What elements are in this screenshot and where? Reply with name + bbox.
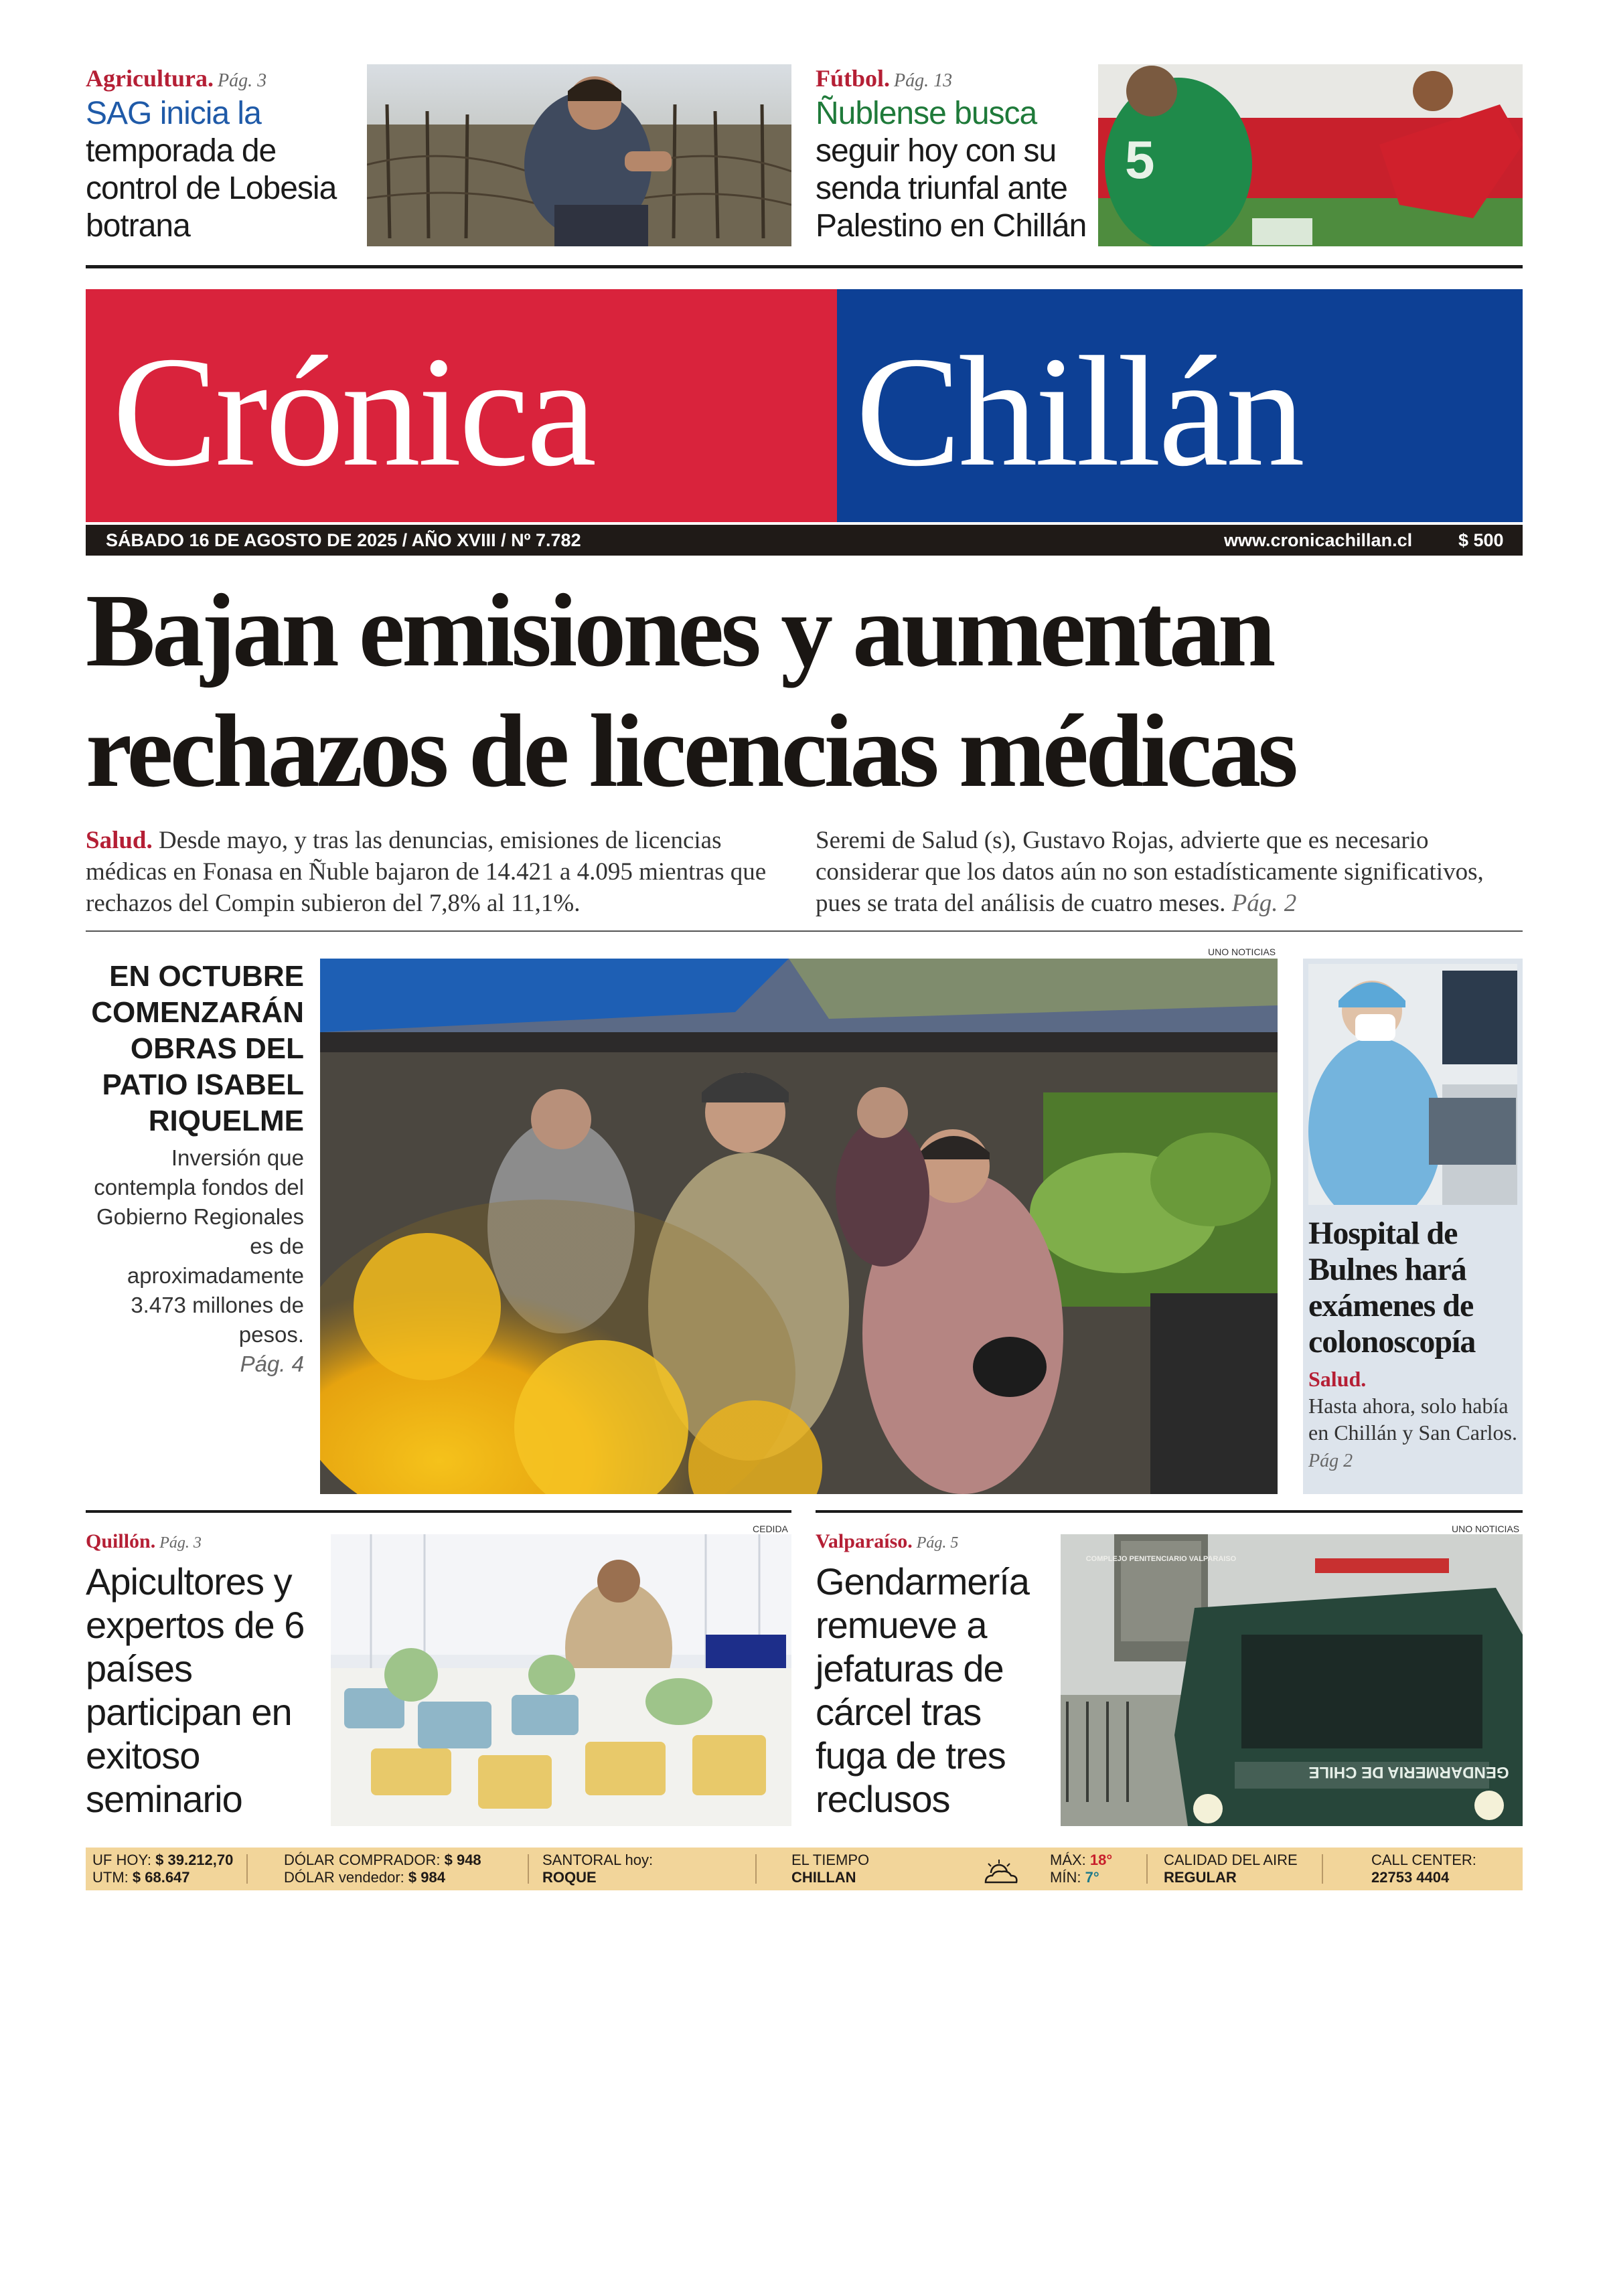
call-label: CALL CENTER: <box>1371 1852 1476 1868</box>
teaser-kicker <box>816 64 1097 92</box>
aire-value: REGULAR <box>1164 1869 1237 1886</box>
info-separator <box>528 1854 529 1884</box>
lead-text-right: Seremi de Salud (s), Gustavo Rojas, advierte que es necesario considerar que los datos aún no son estadísticamente significativos, pues se trata del análisis de cuatro meses. <box>816 827 1484 917</box>
teaser-title-rest: temporada de control de Lobesia botrana <box>86 133 337 244</box>
info-separator <box>1146 1854 1148 1884</box>
call-value: 22753 4404 <box>1371 1869 1450 1886</box>
page-ref: Pág 2 <box>1308 1451 1353 1471</box>
vineyard-image <box>367 64 791 246</box>
price-label: $ 500 <box>1458 530 1504 550</box>
side-story-patio[interactable] <box>86 959 304 1379</box>
lead-text-left: Desde mayo, y tras las denuncias, emisiones de licencias médicas en Fonasa en Ñuble bajaron de 14.421 a 4.095 mientras que rechazos del Compin subieron del 7,8% al 11,1%. <box>86 827 767 917</box>
tiempo-label: EL TIEMPO <box>791 1852 870 1868</box>
hospital-section: Salud. <box>1308 1367 1367 1391</box>
top-divider <box>86 265 1523 268</box>
dolar-v-label: DÓLAR vendedor: <box>284 1869 404 1886</box>
photo-credit: CEDIDA <box>753 1524 788 1534</box>
lead-divider <box>86 930 1523 932</box>
masthead-word-left: Crónica <box>112 325 595 499</box>
story-title: Apicultores y expertos de 6 países participan en exitoso seminario <box>86 1560 305 1820</box>
info-uf <box>92 1848 233 1890</box>
football-image <box>1098 64 1523 246</box>
teaser-agricultura[interactable] <box>86 64 360 252</box>
dolar-c-label: DÓLAR COMPRADOR: <box>284 1852 441 1868</box>
uf-label: UF HOY: <box>92 1852 152 1868</box>
page-ref: Pág. 4 <box>240 1351 304 1376</box>
dolar-c-value: $ 948 <box>444 1852 481 1868</box>
page-ref: Pág. 3 <box>217 70 267 91</box>
aire-label: CALIDAD DEL AIRE <box>1164 1852 1298 1868</box>
hospital-body <box>1308 1392 1517 1475</box>
section-label: Fútbol. <box>816 65 891 92</box>
story-valparaiso[interactable] <box>816 1530 1057 1821</box>
info-santoral <box>542 1848 653 1890</box>
page-ref: Pág. 3 <box>159 1534 202 1552</box>
van-text: GENDARMERIA DE CHILE <box>1308 1763 1509 1781</box>
photo-hospital <box>1308 964 1517 1205</box>
masthead-word-right: Chillán <box>856 325 1302 499</box>
santoral-label: SANTORAL hoy: <box>542 1852 654 1868</box>
lead-summary-right <box>816 825 1525 919</box>
teaser-title-rest: seguir hoy con su senda triunfal ante Palestino en Chillán <box>816 133 1087 244</box>
lead-headline[interactable] <box>86 570 1523 811</box>
building-sign: COMPLEJO PENITENCIARIO VALPARAISO <box>1085 1555 1237 1563</box>
info-separator <box>755 1854 757 1884</box>
market-image <box>320 959 1278 1494</box>
headline-line-1: Bajan emisiones y aumentan <box>86 572 1273 688</box>
info-temperature <box>1050 1848 1112 1890</box>
hospital-box[interactable] <box>1303 959 1523 1494</box>
info-call-center[interactable] <box>1371 1848 1476 1890</box>
story-title: Gendarmería remueve a jefaturas de cárcel tras fuga de tres reclusos <box>816 1560 1029 1820</box>
crafts-image <box>331 1534 791 1826</box>
info-dolar <box>284 1848 481 1890</box>
bottom-left-divider <box>86 1510 791 1513</box>
hospital-title: Hospital de Bulnes hará exámenes de colonoscopía <box>1308 1216 1476 1360</box>
max-value: 18° <box>1089 1852 1113 1868</box>
website-link[interactable]: www.cronicachillan.cl <box>1224 530 1413 550</box>
partly-cloudy-icon <box>980 1854 1020 1897</box>
info-tiempo <box>791 1848 869 1890</box>
info-separator <box>246 1854 248 1884</box>
tiempo-value: CHILLAN <box>791 1869 856 1886</box>
photo-crafts <box>331 1534 791 1826</box>
photo-gendarmeria <box>1061 1534 1523 1826</box>
page-ref: Pág. 2 <box>1231 890 1297 917</box>
teaser-futbol[interactable] <box>816 64 1097 252</box>
page-ref: Pág. 13 <box>894 70 953 91</box>
dolar-v-value: $ 984 <box>408 1869 445 1886</box>
section-label: Agricultura. <box>86 65 214 92</box>
story-quillon[interactable] <box>86 1530 320 1821</box>
main-photo-market <box>320 959 1278 1494</box>
section-label: Valparaíso. <box>816 1530 913 1552</box>
dateline-bar <box>86 525 1523 556</box>
side-story-body: Inversión que contempla fondos del Gobierno Regionales es de aproximadamente 3.473 millones de pesos. <box>94 1145 304 1347</box>
hospital-image <box>1308 964 1517 1205</box>
teaser-title-accent: SAG inicia la <box>86 96 261 131</box>
side-story-title: EN OCTUBRE COMENZARÁN OBRAS DEL PATIO ISABEL RIQUELME <box>91 960 304 1137</box>
hospital-body-text: Hasta ahora, solo había en Chillán y San Carlos. <box>1308 1394 1517 1445</box>
teaser-title-accent: Ñublense busca <box>816 96 1037 131</box>
min-value: 7° <box>1085 1869 1099 1886</box>
info-bar <box>86 1848 1523 1890</box>
page-ref: Pág. 5 <box>916 1534 959 1552</box>
photo-football <box>1098 64 1523 246</box>
section-label: Salud. <box>86 827 153 854</box>
story-kicker <box>86 1530 320 1553</box>
photo-vineyard <box>367 64 791 246</box>
bottom-right-divider <box>816 1510 1523 1513</box>
dateline-text: SÁBADO 16 DE AGOSTO DE 2025 / AÑO XVIII / Nº 7.782 <box>106 530 581 550</box>
teaser-kicker <box>86 64 360 92</box>
info-aire <box>1164 1848 1298 1890</box>
photo-credit: UNO NOTICIAS <box>1452 1524 1520 1534</box>
svg-text:5: 5 <box>1125 130 1155 189</box>
teaser-title <box>86 95 360 245</box>
story-kicker <box>816 1530 1057 1553</box>
section-label: Quillón. <box>86 1530 156 1552</box>
info-separator <box>1322 1854 1323 1884</box>
utm-value: $ 68.647 <box>132 1869 190 1886</box>
max-label: MÁX: <box>1050 1852 1086 1868</box>
gendarmeria-image <box>1061 1534 1523 1826</box>
santoral-value: ROQUE <box>542 1869 597 1886</box>
headline-line-2: rechazos de licencias médicas <box>86 693 1296 809</box>
min-label: MÍN: <box>1050 1869 1081 1886</box>
utm-label: UTM: <box>92 1869 129 1886</box>
teaser-title <box>816 95 1097 245</box>
lead-summary-left <box>86 825 795 919</box>
photo-credit: UNO NOTICIAS <box>1208 947 1276 957</box>
uf-value: $ 39.212,70 <box>155 1852 234 1868</box>
